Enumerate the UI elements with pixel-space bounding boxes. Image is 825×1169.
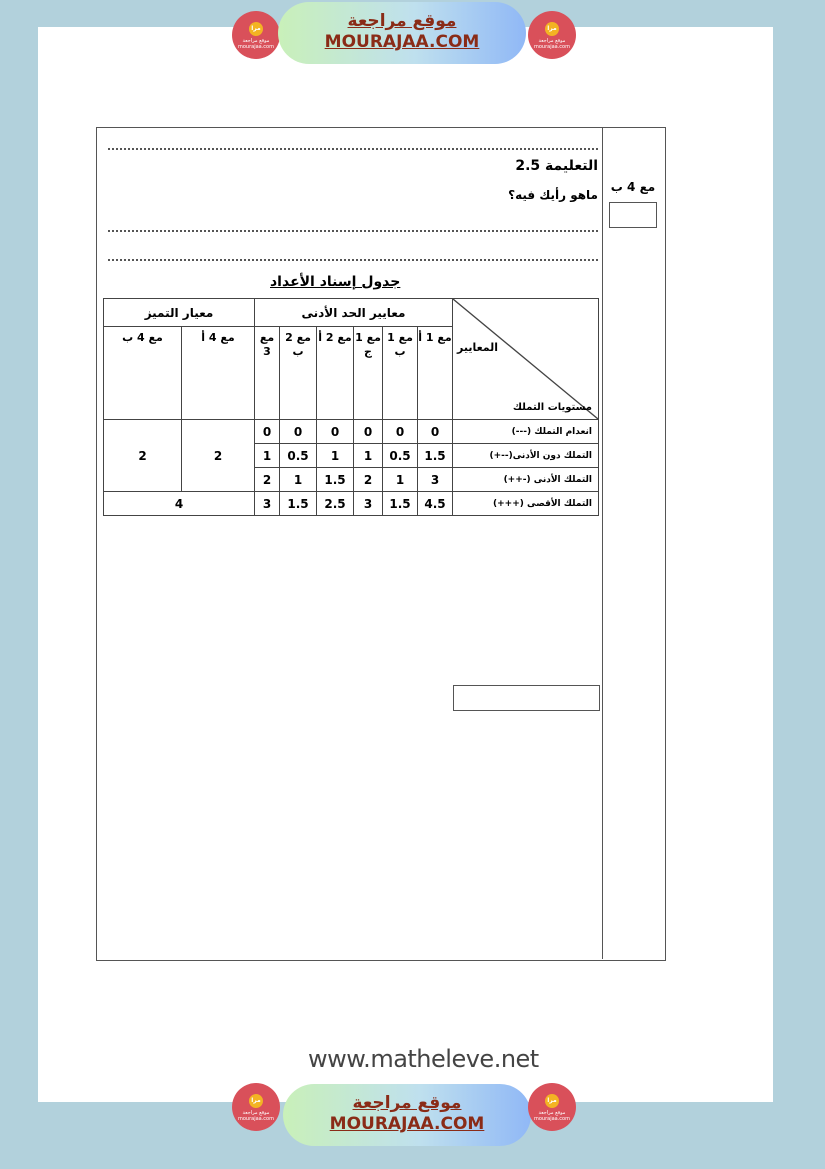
dotted-line-1 bbox=[108, 148, 598, 150]
table-cell: 1.5 bbox=[383, 492, 418, 516]
dotted-line-3 bbox=[108, 259, 598, 261]
table-title: جدول إسناد الأعداد bbox=[270, 274, 401, 290]
grading-table bbox=[103, 298, 599, 516]
table-cell: 2 bbox=[354, 468, 383, 492]
level-label: التملك دون الأدنى(--+) bbox=[453, 444, 599, 468]
table-cell: 4.5 bbox=[418, 492, 453, 516]
logo-right-bottom: مرا موقع مراجعة mourajaa.com bbox=[528, 1083, 576, 1131]
table-cell: 0.5 bbox=[383, 444, 418, 468]
crit-header: مع 2 ب bbox=[280, 327, 317, 420]
table-cell: 1 bbox=[280, 468, 317, 492]
table-cell: 0 bbox=[255, 420, 280, 444]
banner-top-arabic[interactable]: موقع مراجعة bbox=[347, 11, 457, 31]
excellence-value: 2 bbox=[182, 420, 255, 492]
logo-left-bottom: مرا موقع مراجعة mourajaa.com bbox=[232, 1083, 280, 1131]
banner-bottom-arabic[interactable]: موقع مراجعة bbox=[352, 1093, 462, 1113]
crit-header: مع 1 ج bbox=[354, 327, 383, 420]
excellence-total: 4 bbox=[104, 492, 255, 516]
level-label: التملك الأقصى (+++) bbox=[453, 492, 599, 516]
logo-right-top: مرا موقع مراجعة mourajaa.com bbox=[528, 11, 576, 59]
table-cell: 3 bbox=[255, 492, 280, 516]
diagonal-header-cell bbox=[453, 299, 599, 420]
instruction-heading: التعليمة 2.5 bbox=[515, 158, 598, 174]
table-cell: 0 bbox=[354, 420, 383, 444]
crit-header: مع 3 bbox=[255, 327, 280, 420]
table-cell: 0 bbox=[383, 420, 418, 444]
score-box bbox=[453, 685, 600, 711]
exam-frame bbox=[96, 127, 666, 961]
table-cell: 2.5 bbox=[317, 492, 354, 516]
dotted-line-2 bbox=[108, 230, 598, 232]
table-cell: 3 bbox=[418, 468, 453, 492]
side-criterion-label: مع 4 ب bbox=[610, 180, 656, 194]
diag-bottom-label: مستويات التملك bbox=[512, 402, 592, 413]
side-score-box bbox=[609, 202, 657, 228]
crit-header: مع 1 أ bbox=[418, 327, 453, 420]
group-min-header: معايير الحد الأدنى bbox=[255, 299, 453, 327]
level-label: التملك الأدنى (-++) bbox=[453, 468, 599, 492]
diagonal-line bbox=[453, 299, 598, 419]
diag-top-label: المعايير bbox=[457, 341, 499, 354]
instruction-question: ماهو رأيك فيه؟ bbox=[508, 188, 598, 202]
table-cell: 1 bbox=[317, 444, 354, 468]
table-cell: 0 bbox=[418, 420, 453, 444]
exam-side-column bbox=[602, 127, 665, 959]
crit-header: مع 1 ب bbox=[383, 327, 418, 420]
table-cell: 2 bbox=[255, 468, 280, 492]
banner-bottom[interactable] bbox=[283, 1084, 531, 1146]
level-label: انعدام التملك (---) bbox=[453, 420, 599, 444]
table-cell: 3 bbox=[354, 492, 383, 516]
table-cell: 1.5 bbox=[317, 468, 354, 492]
crit-header: مع 4 أ bbox=[182, 327, 255, 420]
table-cell: 1 bbox=[255, 444, 280, 468]
table-cell: 0 bbox=[280, 420, 317, 444]
crit-header: مع 2 أ bbox=[317, 327, 354, 420]
table-cell: 1 bbox=[354, 444, 383, 468]
table-cell: 0.5 bbox=[280, 444, 317, 468]
table-cell: 1.5 bbox=[418, 444, 453, 468]
group-excellence-header: معيار التميز bbox=[104, 299, 255, 327]
excellence-value: 2 bbox=[104, 420, 182, 492]
logo-left-top: مرا موقع مراجعة mourajaa.com bbox=[232, 11, 280, 59]
banner-bottom-latin[interactable]: MOURAJAA.COM bbox=[329, 1114, 485, 1134]
banner-top[interactable] bbox=[278, 2, 526, 64]
banner-top-latin[interactable]: MOURAJAA.COM bbox=[324, 32, 480, 52]
table-cell: 0 bbox=[317, 420, 354, 444]
crit-header: مع 4 ب bbox=[104, 327, 182, 420]
table-cell: 1.5 bbox=[280, 492, 317, 516]
footer-url[interactable]: www.matheleve.net bbox=[308, 1045, 539, 1073]
table-cell: 1 bbox=[383, 468, 418, 492]
